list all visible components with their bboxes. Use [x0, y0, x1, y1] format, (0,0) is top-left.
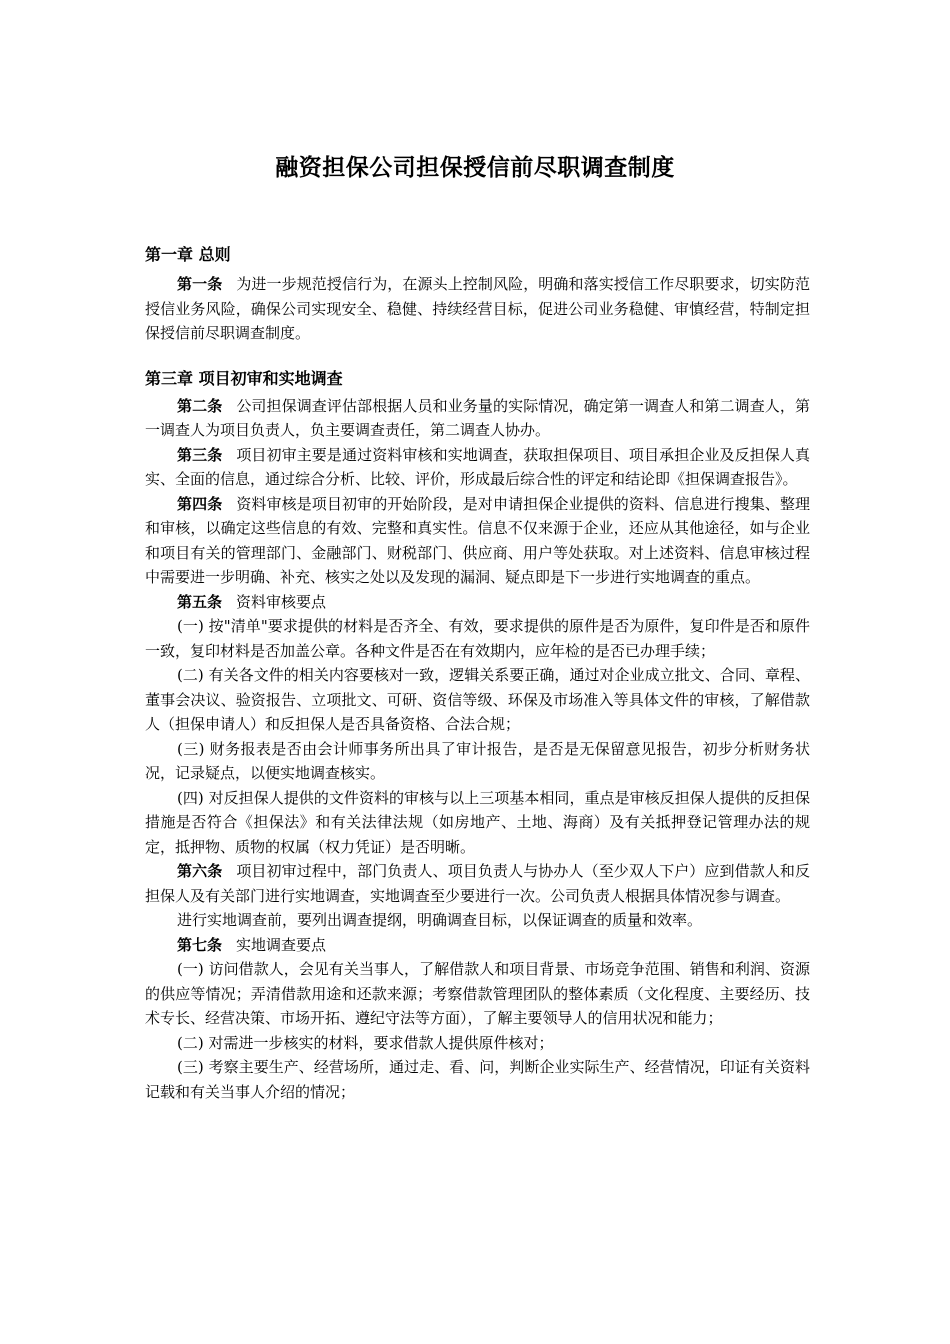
article-2-text: 公司担保调查评估部根据人员和业务量的实际情况，确定第一调查人和第二调查人，第一调查人为项目负责人，负主要调查责任，第二调查人协办。 — [145, 396, 810, 439]
article-7-item-1: (一) 访问借款人，会见有关当事人，了解借款人和项目背景、市场竞争范围、销售和利润、资源的供应等情况；弄清借款用途和还款来源；考察借款管理团队的整体素质（文化程度、主要经历、技术专长、经营决策、市场开拓、遵纪守法等方面），了解主要领导人的信用状况和能力； — [145, 960, 810, 1027]
article-3-label: 第三条 — [177, 445, 223, 464]
article-4-text: 资料审核是项目初审的开始阶段，是对申请担保企业提供的资料、信息进行搜集、整理和审核，以确定这些信息的有效、完整和真实性。信息不仅来源于企业，还应从其他途径，如与企业和项目有关的管理部门、金融部门、财税部门、供应商、用户等处获取。对上述资料、信息审核过程中需要进一步明确、补充、核实之处以及发现的漏洞、疑点即是下一步进行实地调查的重点。 — [145, 494, 810, 586]
article-6-paragraph-2: 进行实地调查前，要列出调查提纲，明确调查目标，以保证调查的质量和效率。 — [177, 911, 703, 929]
article-5-item-2: (二) 有关各文件的相关内容要核对一致，逻辑关系要正确，通过对企业成立批文、合同、章程、董事会决议、验资报告、立项批文、可研、资信等级、环保及市场准入等具体文件的审核，了解借款人（担保申请人）和反担保人是否具备资格、合法合规； — [145, 666, 810, 733]
article-2 — [145, 394, 810, 443]
article-6 — [145, 859, 810, 908]
article-1-label: 第一条 — [177, 275, 223, 293]
document-title: 融资担保公司担保授信前尽职调查制度 — [275, 155, 675, 181]
article-7 — [145, 933, 810, 958]
document-body — [145, 240, 810, 1104]
chapter-1-heading: 第一章 总则 — [145, 245, 231, 264]
article-6-text: 项目初审过程中，部门负责人、项目负责人与协办人（至少双人下户）应到借款人和反担保人及有关部门进行实地调查，实地调查至少要进行一次。公司负责人根据具体情况参与调查。 — [145, 862, 810, 905]
article-1 — [145, 272, 810, 346]
article-5-item-1: (一) 按"清单"要求提供的材料是否齐全、有效，要求提供的原件是否为原件，复印件是否和原件一致，复印材料是否加盖公章。各种文件是否在有效期内，应年检的是否已办理手续； — [145, 617, 810, 660]
article-3-text: 项目初审主要是通过资料审核和实地调查，获取担保项目、项目承担企业及反担保人真实、全面的信息，通过综合分析、比较、评价，形成最后综合性的评定和结论即《担保调查报告》。 — [145, 445, 810, 488]
article-7-text: 实地调查要点 — [236, 935, 327, 954]
article-3 — [145, 443, 810, 492]
article-5-item-4: (四) 对反担保人提供的文件资料的审核与以上三项基本相同，重点是审核反担保人提供的反担保措施是否符合《担保法》和有关法律法规（如房地产、土地、海商）及有关抵押登记管理办法的规定，抵押物、质物的权属（权力凭证）是否明晰。 — [145, 788, 810, 856]
article-5 — [145, 590, 810, 615]
article-4-label: 第四条 — [177, 494, 223, 513]
article-5-item-3: (三) 财务报表是否由会计师事务所出具了审计报告，是否是无保留意见报告，初步分析财务状况，记录疑点，以便实地调查核实。 — [145, 739, 810, 782]
article-5-text: 资料审核要点 — [236, 592, 327, 611]
article-2-label: 第二条 — [177, 396, 223, 415]
article-7-item-3: (三) 考察主要生产、经营场所，通过走、看、问，判断企业实际生产、经营情况，印证有关资料记载和有关当事人介绍的情况； — [145, 1058, 810, 1101]
article-7-label: 第七条 — [177, 935, 223, 954]
article-1-text: 为进一步规范授信行为，在源头上控制风险，明确和落实授信工作尽职要求，切实防范授信业务风险，确保公司实现安全、稳健、持续经营目标，促进公司业务稳健、审慎经营，特制定担保授信前尽职调查制度。 — [145, 275, 810, 342]
article-7-item-2: (二) 对需进一步核实的材料，要求借款人提供原件核对； — [177, 1033, 554, 1052]
chapter-3-heading: 第三章 项目初审和实地调查 — [145, 368, 343, 388]
article-5-label: 第五条 — [177, 592, 223, 611]
article-4 — [145, 492, 810, 590]
article-6-label: 第六条 — [177, 862, 223, 880]
